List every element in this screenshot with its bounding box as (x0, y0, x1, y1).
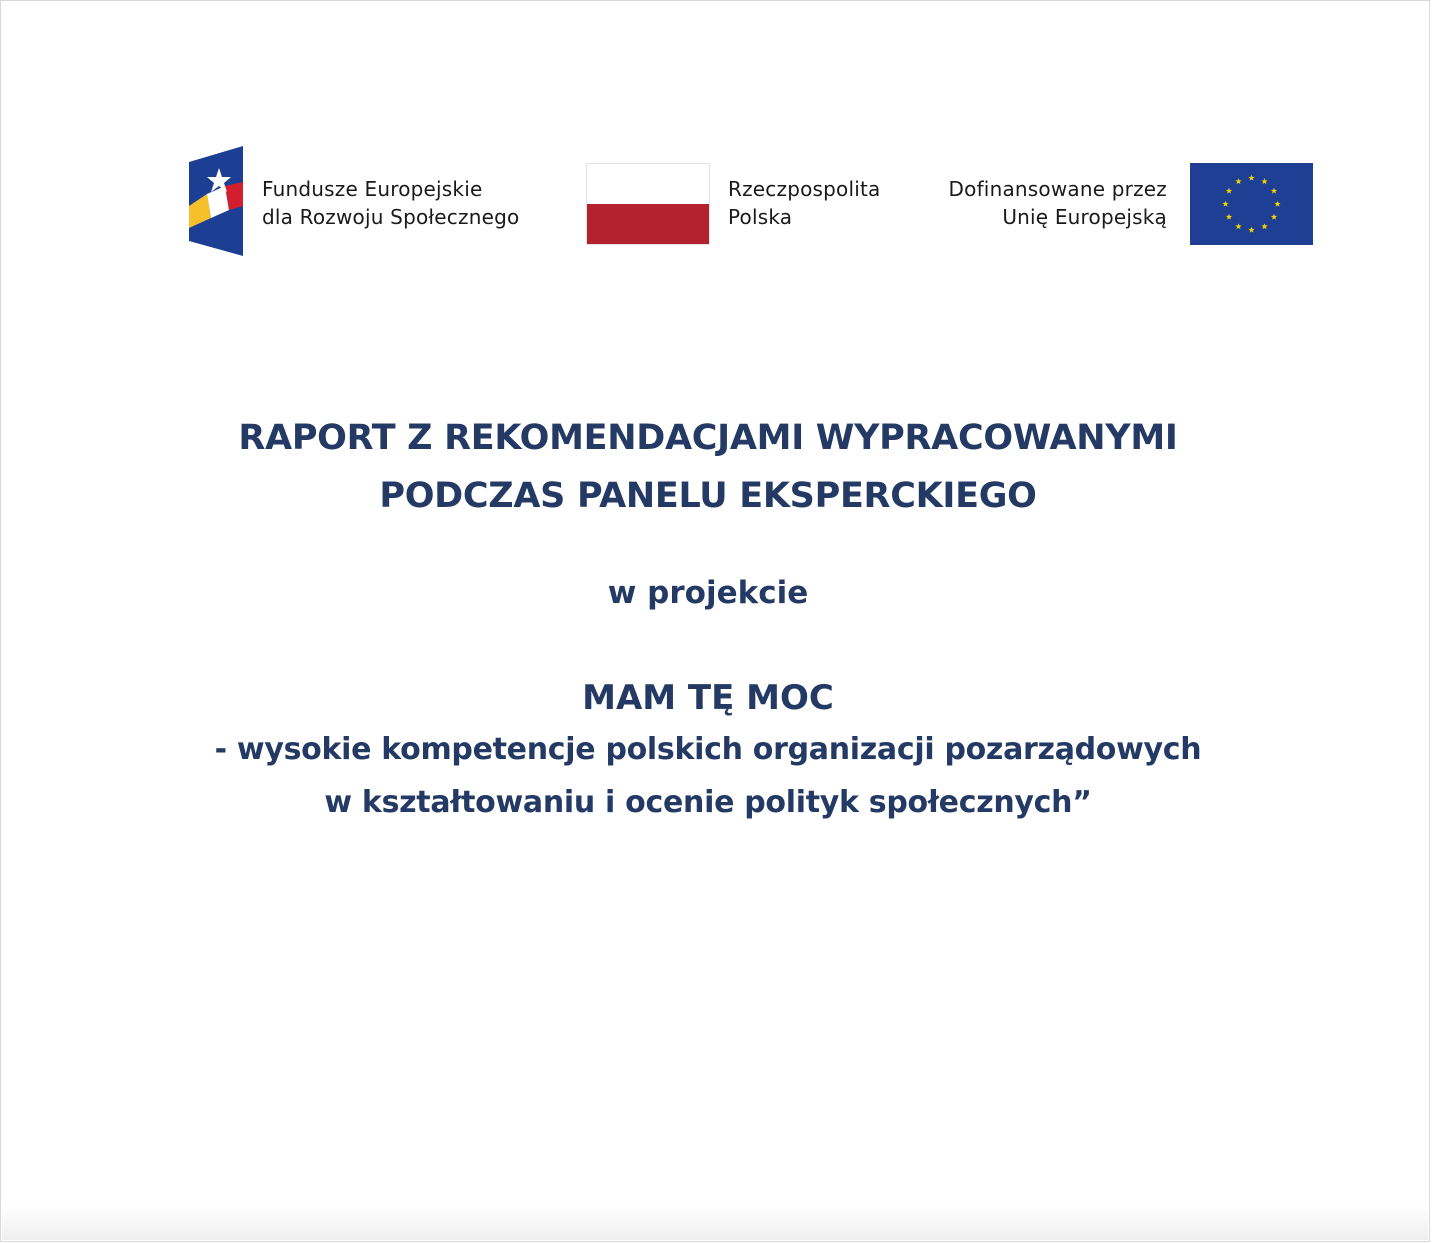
logo-bar (1, 1, 1429, 301)
eu-logo-line1: Dofinansowane przez (948, 177, 1167, 201)
pl-logo-text (728, 175, 881, 231)
polish-flag-icon (586, 163, 710, 245)
polish-flag-white-band (587, 164, 709, 204)
project-description-line2: w kształtowaniu i ocenie polityk społecznych” (324, 785, 1092, 820)
eu-flag-icon (1190, 163, 1313, 245)
eu-logo-line2: Unię Europejską (1002, 205, 1167, 229)
fe-logo-icon (187, 146, 245, 256)
pl-logo-line1: Rzeczpospolita (728, 177, 881, 201)
report-title-line2: PODCZAS PANELU EKSPERCKIEGO (379, 476, 1037, 516)
project-description-line1: - wysokie kompetencje polskich organizacji pozarządowych (214, 732, 1202, 767)
fe-logo-line2: dla Rozwoju Społecznego (262, 205, 520, 229)
title-block (1, 409, 1415, 829)
page-bottom-shadow (2, 1204, 1428, 1240)
project-description (1, 723, 1415, 829)
report-title (1, 409, 1415, 525)
pl-logo-line2: Polska (728, 205, 793, 229)
fe-logo-line1: Fundusze Europejskie (262, 177, 483, 201)
project-intro: w projekcie (607, 575, 809, 611)
report-title-line1: RAPORT Z REKOMENDACJAMI WYPRACOWANYMI (238, 418, 1178, 458)
fe-logo-text (262, 175, 519, 231)
polish-flag-red-band (587, 204, 709, 244)
eu-logo-text (949, 175, 1167, 231)
project-name: MAM TĘ MOC (582, 678, 834, 718)
